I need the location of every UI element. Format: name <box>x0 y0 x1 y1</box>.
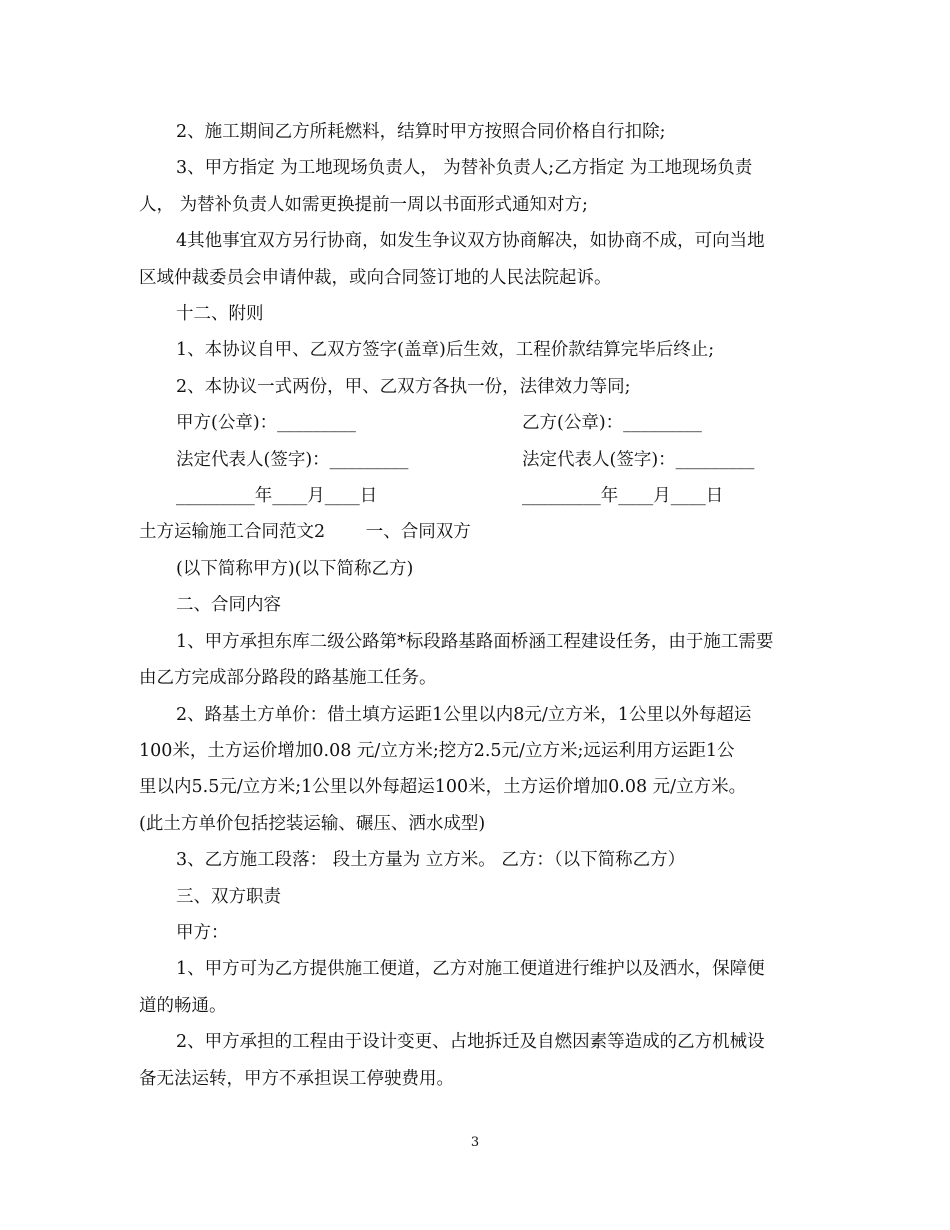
clause-effective: 1、本协议自甲、乙双方签字(盖章)后生效，工程价款结算完毕后终止; <box>176 340 715 361</box>
clause-site-manager-line1: 3、甲方指定 为工地现场负责人， 为替补负责人;乙方指定 为工地现场负责 <box>176 158 753 179</box>
heading-appendix: 十二、附则 <box>176 304 264 325</box>
party-b-representative-field: 法定代表人(签字)：_________ <box>522 449 755 470</box>
clause-access-road-line1: 1、甲方可为乙方提供施工便道，乙方对施工便道进行维护以及洒水，保障便 <box>176 959 765 980</box>
clause-dispute-line2: 区域仲裁委员会申请仲裁，或向合同签订地的人民法院起诉。 <box>139 267 612 288</box>
clause-design-change-line2: 备无法运转，甲方不承担误工停驶费用。 <box>139 1068 454 1089</box>
clause-access-road-line2: 道的畅通。 <box>139 995 227 1016</box>
clause-copies: 2、本协议一式两份，甲、乙双方各执一份，法律效力等同; <box>176 376 631 397</box>
party-a-label: 甲方： <box>176 922 229 943</box>
clause-design-change-line1: 2、甲方承担的工程由于设计变更、占地拆迁及自燃因素等造成的乙方机械设 <box>176 1032 765 1053</box>
signature-row-date <box>139 478 799 514</box>
signature-row-representative <box>139 442 799 478</box>
page-number: 3 <box>470 1135 480 1150</box>
party-b-date-field: _________年____月____日 <box>522 486 724 507</box>
clause-task-line1: 1、甲方承担东库二级公路第*标段路基路面桥涵工程建设任务，由于施工需要 <box>176 631 774 652</box>
clause-unit-price-line1: 2、路基土方单价：借土填方运距1公里以内8元/立方米，1公里以外每超运 <box>176 704 752 725</box>
clause-dispute-line1: 4其他事宜双方另行协商，如发生争议双方协商解决，如协商不成，可向当地 <box>176 231 765 252</box>
clause-fuel: 2、施工期间乙方所耗燃料，结算时甲方按照合同价格自行扣除; <box>176 122 666 142</box>
clause-task-line2: 由乙方完成部分路段的路基施工任务。 <box>139 668 437 689</box>
clause-unit-price-line3: 里以内5.5元/立方米;1公里以外每超运100米，土方运价增加0.08 元/立方米。 <box>139 777 747 798</box>
party-a-representative-field: 法定代表人(签字)：_________ <box>176 449 409 470</box>
clause-unit-price-line2: 100米，土方运价增加0.08 元/立方米;挖方2.5元/立方米;远运利用方运距1公 <box>139 740 735 761</box>
clause-section-volume: 3、乙方施工段落： 段土方量为 立方米。 乙方：（以下简称乙方） <box>176 850 686 871</box>
party-a-seal-field: 甲方(公章)：_________ <box>176 413 356 434</box>
signature-row-seal <box>139 405 799 441</box>
clause-site-manager-line2: 人， 为替补负责人如需更换提前一周以书面形式通知对方; <box>139 194 588 215</box>
party-a-date-field: _________年____月____日 <box>176 486 378 507</box>
heading-responsibilities: 三、双方职责 <box>176 886 281 907</box>
heading-contract-content: 二、合同内容 <box>176 595 281 616</box>
parties-abbreviation: (以下简称甲方)(以下简称乙方) <box>176 558 414 579</box>
clause-unit-price-line4: (此土方单价包括挖装运输、碾压、洒水成型) <box>139 813 486 834</box>
party-b-seal-field: 乙方(公章)：_________ <box>522 413 702 434</box>
section-heading: 土方运输施工合同范文2 一、合同双方 <box>139 522 471 543</box>
document-body <box>139 114 799 1097</box>
